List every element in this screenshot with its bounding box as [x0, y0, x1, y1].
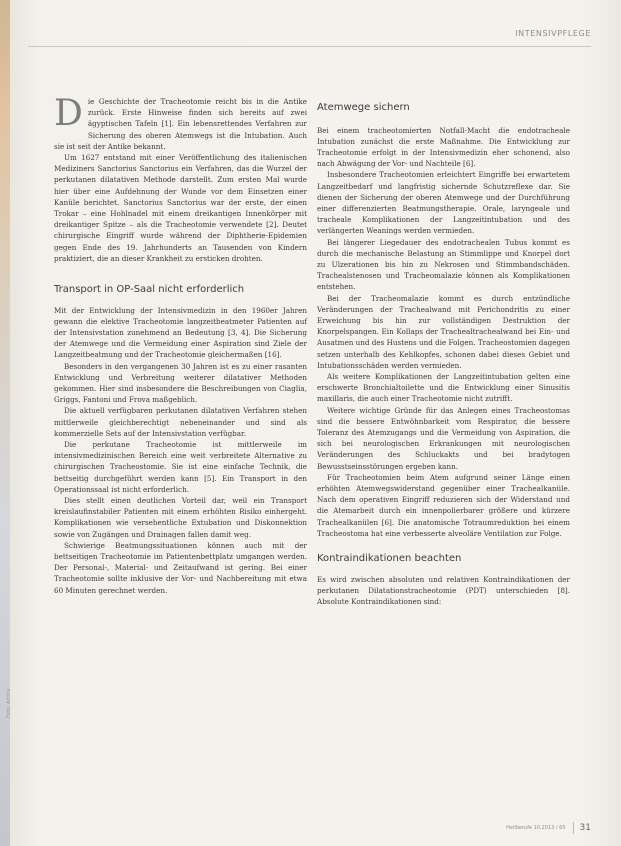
photo-credit: Foto: Archiv [6, 688, 12, 718]
paragraph: Es wird zwischen absoluten und relativen Kontraindikationen der perkutanen Dilatationstracheotomie (PDT) unterschieden [8]. Absolute Kontraindikationen sind: [317, 574, 570, 606]
paragraph: Besonders in den vergangenen 30 Jahren ist es zu einer rasanten Entwicklung und Verbreitung weiterer dilatativer Methoden gekommen. Hier sind insbesondere die Beschreibungen von Ciaglia, Griggs, Fantoni und Frova maßgeblich. [54, 361, 307, 405]
paragraph: Für Tracheotomien beim Atem aufgrund seiner Länge einen erhöhten Atemwegswiderstand gegenüber einer Trachealkanüle. Nach dem operativen Eingriff reduzieren sich der Widerstand und die Atemarbeit durch ein innenpolierbarer größere und kürzere Trachealkanülen [6]. Die anatomische Totraumreduktion bei einem Tracheostoma hat eine verbesserte alveoläre Ventilation zur Folge. [317, 472, 570, 538]
page-number: 31 [579, 823, 591, 833]
paragraph: Als weitere Komplikationen der Langzeitintubation gelten eine erschwerte Bronchialtoilette und die Entwicklung einer Sinusitis maxillaris, die auch einer Tracheotomie nicht zutrifft. [317, 371, 570, 404]
paragraph: Um 1627 entstand mit einer Veröffentlichung des italienischen Mediziners Sanctorius Sanctorius ein Verfahren, das die Wurzel der perkutanen dilatativen Methode darstellt. Zum ersten Mal wurde hier über eine Aufdehnung der Wunde vor dem Einsetzen einer Kanüle berichtet. Sanctorius Sanctorius war der erste, der einen Trokar – eine Hohlnadel mit einem dreikantigen Innenkörper mit dreikantiger Spitze – als die Tracheotomie verwendete [2]. Deutet chirurgische Eingriff wurde während der Diphtherie-Epidemien gegen Ende des 19. Jahrhunderts an Tausenden von Kindern praktiziert, die an dieser Krankheit zu ersticken drohten. [54, 153, 307, 263]
right-column [317, 96, 570, 607]
paragraph: Bei einem tracheotomierten Notfall-Macht die endotracheale Intubation zunächst die erste Maßnahme. Die Entwicklung zur Tracheotomie erfolgt in der Intensivmedizin eher schonend, also nach Abwägung der Vor- und Nachteile [6]. [317, 125, 570, 169]
paragraph: Dies stellt einen deutlichen Vorteil dar, weil ein Transport kreislaufinstabiler Patienten mit einem erhöhten Risiko einhergeht. Komplikationen wie versehentliche Extubation und Diskonnektion sowie von Zugängen und Drainagen fallen damit weg. [54, 496, 307, 539]
intro-text: ie Geschichte der Tracheotomie reicht bis in die Antike zurück. Erste Hinweise finden sich bereits auf zwei ägyptischen Tafeln [1]. Ein lebensrettendes Verfahren zur Sicherung des oberen Atemwegs ist die Intubation. Auch sie ist seit der Antike bekannt. [54, 97, 307, 151]
drop-cap: D [54, 93, 83, 134]
heading-transport: Transport in OP-Saal nicht erforderlich [54, 284, 245, 296]
heading-kontraindikationen: Kontraindikationen beachten [317, 553, 462, 565]
paragraph: Mit der Entwicklung der Intensivmedizin in den 1960er Jahren gewann die elektive Tracheotomie langzeitbeatmeter Patienten auf der Intensivstation zunehmend an Bedeutung [3, 4]. Die Sicherung der Atemwege und die Vermeidung einer Aspiration sind Ziele der Langzeitbeatmung und der Tracheotomie gleichermaßen [16]. [54, 305, 307, 360]
paragraph: Die perkutane Tracheotomie ist mittlerweile im intensivmedizinischen Bereich eine weit verbreitete Alternative zu chirurgischen Tracheostomie. Sie ist eine einfache Technik, die bettseitig durchgeführt werden kann [5]. Ein Transport in den Operationssaal ist nicht erforderlich. [54, 439, 307, 494]
paragraph: Die aktuell verfügbaren perkutanen dilatativen Verfahren stehen mittlerweile gleichberechtigt nebeneinander und sind als kommerzielle Sets auf der Intensivstation verfügbar. [54, 406, 307, 438]
intro-paragraph [54, 93, 307, 152]
paragraph: Weitere wichtige Gründe für das Anlegen eines Tracheostomas sind die bessere Entwöhnbarkeit vom Respirator, die bessere Toleranz des Atemzugangs und die Vermeidung von Aspiration, die sich bei neurologischen Erkrankungen mit neurologischen Veränderungen des Schluckakts und bei bradytogen Bewusstseinsstörungen ergeben kann. [317, 405, 570, 471]
footer-divider [573, 822, 574, 834]
section-label: INTENSIVPFLEGE [515, 29, 591, 38]
paragraph: Insbesondere Tracheotomien erleichtert Eingriffe bei erwartetem Langzeitbedarf und langfristig sichernde Schutzreflexe dar. Sie dienen der Sicherung der oberen Atemwege und der Durchführung einer differenzierten Beatmungstherapie. Orale, laryngeale und tracheale Komplikationen der Langzeitintubation und des verlängerten Weanings werden vermieden. [317, 170, 570, 236]
page-footer [506, 820, 591, 836]
paragraph: Bei längerer Liegedauer des endotrachealen Tubus kommt es durch die mechanische Belastung an Stimmlippe und Knorpel dort zu Ulzerationen bis hin zu Nekrosen und Stimmbandschäden. Trachealstenosen und Tracheomalazie können als Komplikationen entstehen. [317, 237, 570, 292]
paragraph: Bei der Tracheomalazie kommt es durch entzündliche Veränderungen der Trachealwand mit Perichondritis zu einer Erweichung bis hin zur vollständigen Destruktion der Knorpelspangen. Ein Kollaps der Trachealtrachealwand bei Ein- und Ausatmen und des Hustens und die Folgen. Tracheostomien dagegen setzen unterhalb des Kehlkopfes, schonen dabei dieses Gebiet und Intubationsschäden werden vermieden. [317, 293, 570, 370]
journal-citation: Heilberufe 10.2013 / 65 [506, 825, 566, 831]
left-photo-strip [0, 0, 10, 846]
left-column [54, 93, 307, 596]
page-header [28, 28, 591, 47]
heading-atemwege: Atemwege sichern [317, 102, 410, 113]
paragraph: Schwierige Beatmungssituationen können auch mit der bettseitigen Tracheotomie im Patientenbettplatz umgangen werden. Der Personal-, Material- und Zeitaufwand ist gering. Bei einer Tracheotomie sollte inklusive der Vor- und Nachbereitung mit etwa 60 Minuten gerechnet werden. [54, 540, 307, 595]
